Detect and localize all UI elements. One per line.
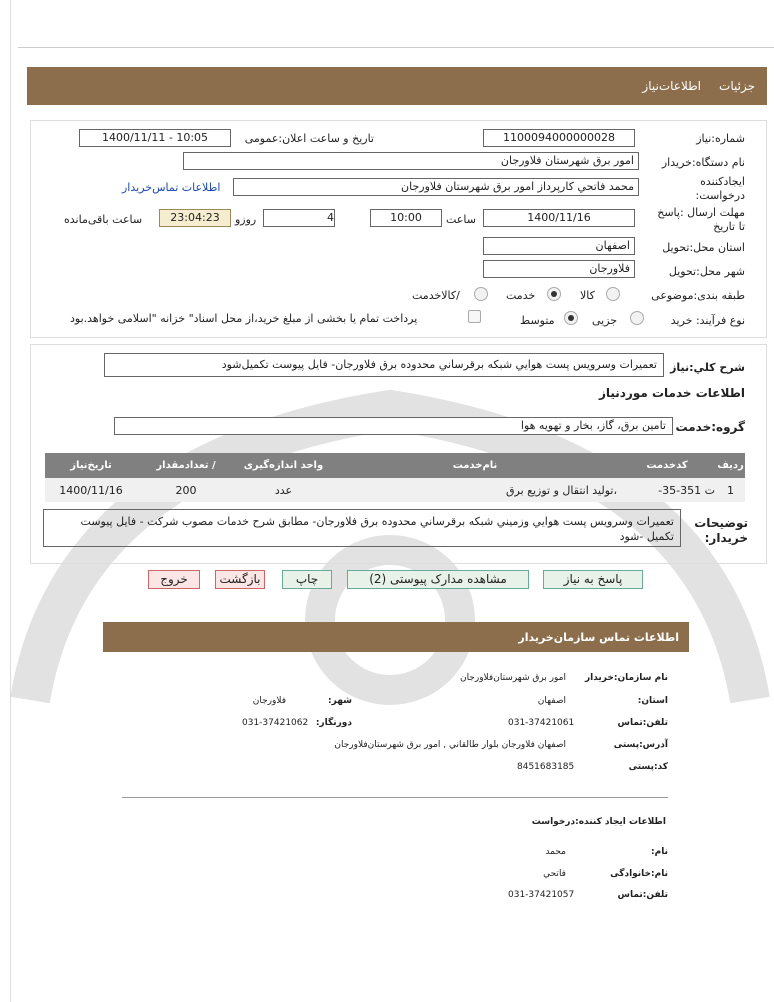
city-label: شهر محل:تحویل	[668, 265, 745, 278]
announce-date-field: 1400/11/11 - 10:05	[79, 129, 231, 147]
cell-unit: عدد	[274, 483, 293, 497]
contact-org: امور برق شهرستان‌فلاورجان	[459, 673, 566, 683]
col-row: ردیف	[717, 460, 744, 471]
buyer-contact-header	[103, 622, 689, 652]
contact-province-label: استان:	[637, 696, 668, 706]
creator-name-label: نام:	[651, 847, 668, 857]
col-unit: واحد اندازه‌گیری	[243, 460, 324, 471]
group-label: گروه:خدمت	[675, 420, 745, 434]
table-row	[45, 478, 745, 502]
col-qty: / تعدادمقدار	[156, 460, 216, 471]
cell-qty: 200	[175, 483, 197, 497]
cell-name: ،تولید انتقال و توزیع برق	[505, 483, 617, 497]
exit-button[interactable]: خروج	[148, 570, 200, 589]
buyer-org-label: نام دستگاه:خریدار	[661, 156, 745, 169]
col-name: نام‌خدمت	[452, 460, 498, 471]
radio-service[interactable]	[547, 287, 561, 301]
creator-family-label: نام:خانوادگی	[610, 869, 668, 879]
cell-row: 1	[727, 483, 734, 497]
radio-service-label: خدمت	[506, 289, 536, 302]
contact-postal: 8451683185	[517, 762, 575, 772]
need-number-label: شماره:نیاز	[696, 132, 745, 145]
table-header-row	[45, 453, 745, 478]
buyer-contact-title: اطلاعات تماس سازمان‌خریدار	[518, 631, 679, 644]
creator-family: فاتحي	[543, 869, 566, 879]
announce-label: تاریخ و ساعت اعلان:عمومی	[244, 132, 374, 145]
top-divider	[18, 47, 774, 48]
remaining-time-field: 23:04:23	[159, 209, 231, 227]
contact-phone: 031-37421061	[508, 718, 575, 728]
creator-name: محمد	[545, 847, 566, 857]
days-label: روزو	[235, 213, 257, 226]
province-label: استان محل:تحویل	[662, 241, 745, 254]
cell-code: ت 351-35-	[658, 483, 715, 497]
process-label: نوع فرآیند: خرید	[670, 314, 745, 327]
back-button[interactable]: بازگشت	[215, 570, 265, 589]
reply-button[interactable]: پاسخ به نیاز	[543, 570, 643, 589]
treasury-payment-checkbox[interactable]	[468, 310, 481, 323]
radio-goods-service[interactable]	[474, 287, 488, 301]
contact-province: اصفهان	[537, 696, 566, 706]
creator-label: ایجادکننده درخواست:	[695, 175, 745, 202]
creator-field: محمد فاتحي کارپرداز امور برق شهرستان فلاورجان	[233, 178, 639, 196]
summary-field: تعميرات وسرويس پست هوايي شبكه برقرساني محدوده برق فلاورجان- فایل پیوست تکمیل‌شود	[104, 353, 664, 377]
radio-minor-label: جزیی	[592, 314, 618, 327]
tab-need-info[interactable]: اطلاعات‌نیاز	[642, 79, 701, 93]
cell-date: 1400/11/16	[59, 483, 123, 497]
group-field: تامین برق، گاز، بخار و تهویه هوا	[114, 417, 673, 435]
radio-medium-label: متوسط	[520, 314, 555, 327]
tab-details[interactable]: جزئیات	[719, 79, 755, 93]
contact-city-label: شهر:	[328, 696, 352, 706]
treasury-payment-note: پرداخت تمام یا بخشی از مبلغ خرید،از محل اسناد" خزانه "اسلامی خواهد.بود	[70, 312, 418, 325]
contact-city: فلاورجان	[252, 696, 286, 706]
buyer-notes-field: تعميرات وسرويس پست هوايي وزميني شبكه برقرساني محدوده برق فلاورجان- مطابق شرح خدمات مصوب شرکت - فایل پیوست تکمیل -شود	[43, 509, 681, 547]
time-label: ساعت	[446, 213, 476, 226]
services-table	[45, 453, 745, 502]
radio-minor[interactable]	[630, 311, 644, 325]
deadline-label: مهلت ارسال :پاسخ تا تاریخ	[657, 206, 745, 233]
deadline-date-field: 1400/11/16	[483, 209, 635, 227]
print-button[interactable]: چاپ	[282, 570, 332, 589]
summary-label: شرح کلي:نیاز	[670, 361, 745, 374]
header-bar	[27, 67, 767, 105]
contact-fax: 031-37421062	[242, 718, 309, 728]
radio-goods[interactable]	[606, 287, 620, 301]
services-title: اطلاعات خدمات موردنیاز	[598, 386, 745, 400]
city-field: فلاورجان	[483, 260, 635, 278]
view-documents-button[interactable]: مشاهده مدارک پیوستی (2)	[347, 570, 529, 589]
buyer-contact-link[interactable]: اطلاعات تماس‌خریدار	[122, 181, 221, 194]
contact-address: اصفهان فلاورجان بلوار طالقاني , امور برق شهرستان‌فلاورجان	[334, 740, 566, 750]
radio-goods-service-label: /کالاخدمت	[412, 289, 460, 302]
days-field: 4	[263, 209, 335, 227]
deadline-time-field: 10:00	[370, 209, 442, 227]
contact-phone-label: تلفن:تماس	[617, 718, 668, 728]
col-code: کدخدمت	[646, 460, 688, 471]
province-field: اصفهان	[483, 237, 635, 255]
radio-medium[interactable]	[564, 311, 578, 325]
radio-goods-label: کالا	[580, 289, 595, 302]
contact-org-label: نام سازمان:خریدار	[584, 673, 668, 683]
contact-address-label: آدرس:پستی	[613, 740, 668, 750]
contact-postal-label: کد:پستی	[628, 762, 668, 772]
category-label: طبقه بندی:موضوعی	[651, 289, 745, 302]
contact-fax-label: دورنگار:	[315, 718, 352, 728]
need-number-field: 1100094000000028	[483, 129, 635, 147]
buyer-org-field: امور برق شهرستان فلاورجان	[183, 152, 639, 170]
col-date: تاریخ‌نیاز	[70, 460, 112, 471]
creator-phone-label: تلفن:تماس	[617, 890, 668, 900]
creator-info-title: اطلاعات ایجاد کننده:درخواست	[531, 817, 666, 827]
remaining-label: ساعت باقی‌مانده	[64, 213, 143, 226]
buyer-notes-label: توضیحات خریدار:	[694, 516, 748, 545]
contact-divider	[122, 797, 668, 798]
creator-phone: 031-37421057	[508, 890, 575, 900]
